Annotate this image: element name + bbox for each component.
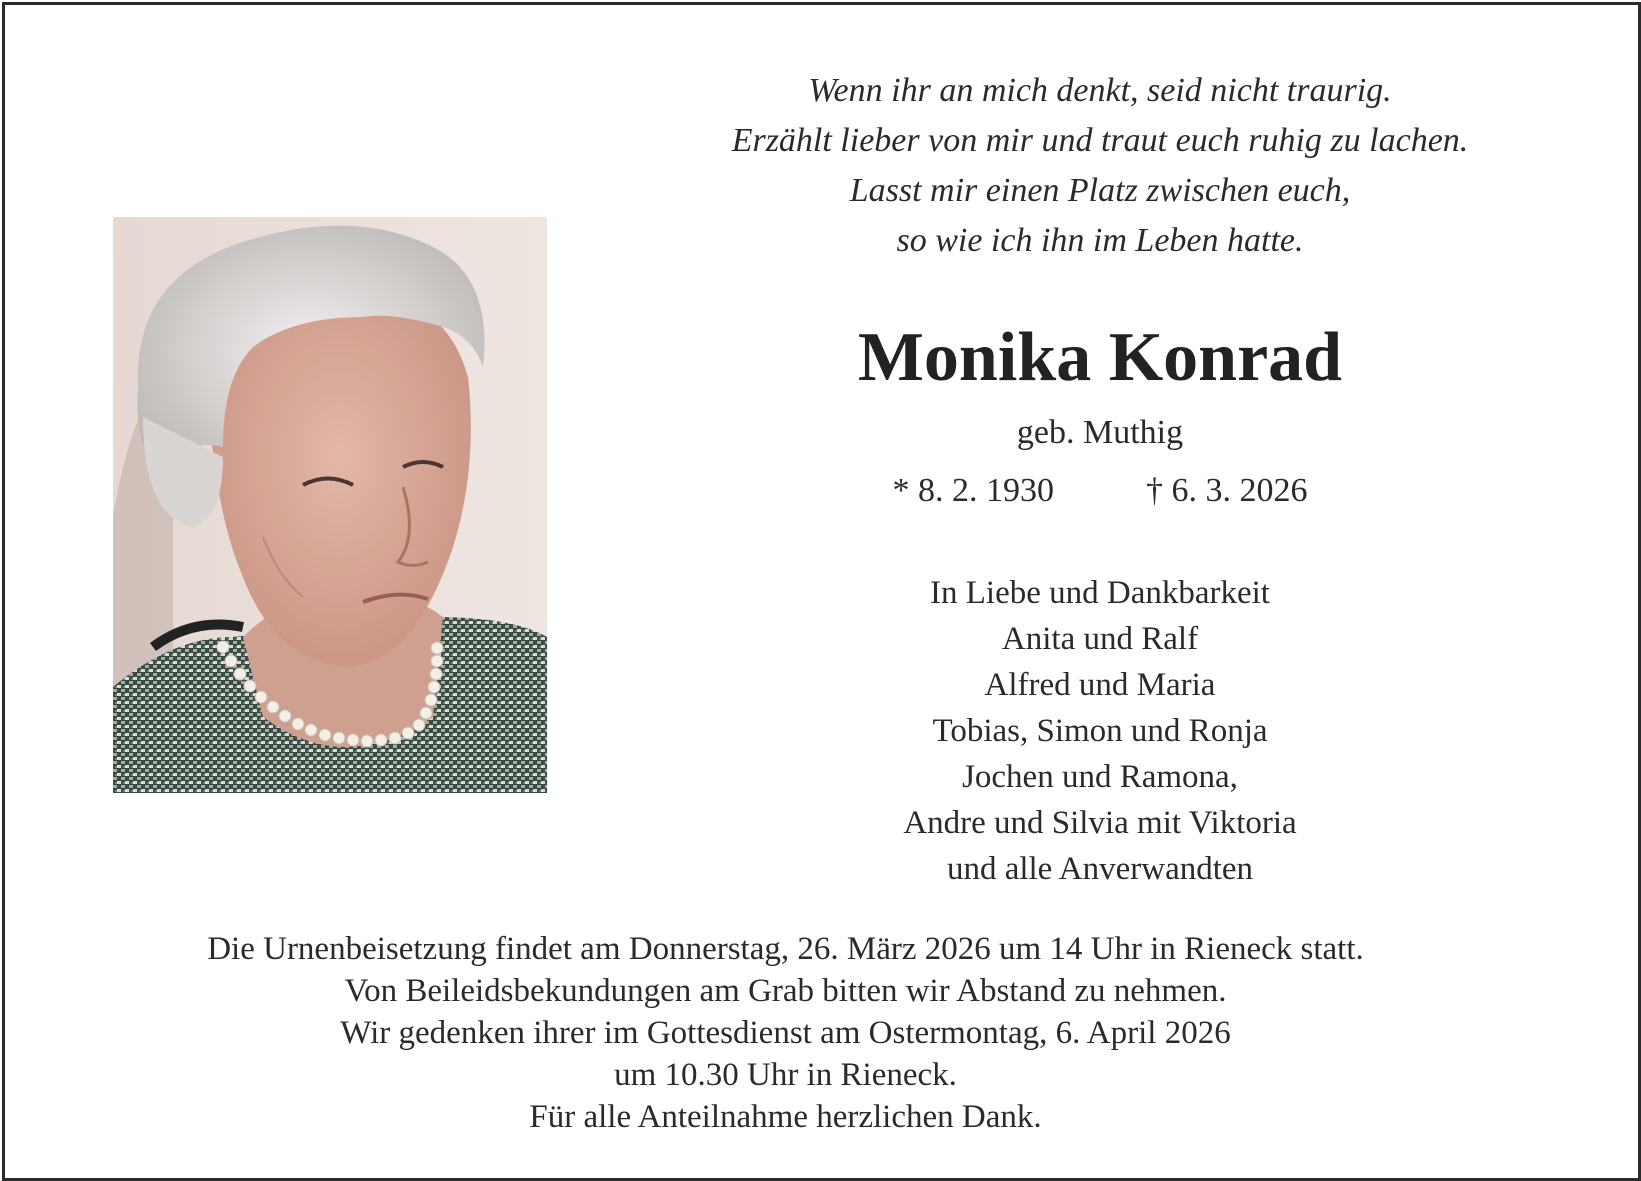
service-notice — [0, 928, 1641, 1138]
poem-line: Lasst mir einen Platz zwischen euch, — [849, 172, 1351, 209]
notice-line: Wir gedenken ihrer im Gottesdienst am Ostermontag, 6. April 2026 — [340, 1015, 1231, 1051]
notice-line: um 10.30 Uhr in Rieneck. — [614, 1057, 957, 1093]
poem-line: Wenn ihr an mich denkt, seid nicht traurig. — [808, 72, 1392, 109]
poem — [600, 66, 1600, 266]
notice-line: Von Beileidsbekundungen am Grab bitten wir Abstand zu nehmen. — [344, 973, 1227, 1009]
mourner-line: Andre und Silvia mit Viktoria — [903, 805, 1297, 841]
mourner-line: Alfred und Maria — [984, 667, 1216, 703]
deceased-name: Monika Konrad — [857, 319, 1343, 396]
mourner-line: Tobias, Simon und Ronja — [932, 713, 1268, 749]
poem-line: so wie ich ihn im Leben hatte. — [896, 222, 1304, 259]
birth-date: * 8. 2. 1930 — [892, 472, 1054, 509]
mourner-line: Anita und Ralf — [1001, 621, 1199, 657]
mourners-list — [600, 570, 1600, 892]
life-dates — [600, 468, 1600, 514]
birth-name: geb. Muthig — [1016, 414, 1184, 451]
mourner-line: und alle Anverwandten — [946, 851, 1254, 887]
notice-line: Für alle Anteilnahme herzlichen Dank. — [529, 1099, 1042, 1135]
mourner-line: In Liebe und Dankbarkeit — [930, 575, 1270, 611]
notice-line: Die Urnenbeisetzung findet am Donnerstag, 26. März 2026 um 14 Uhr in Rieneck statt. — [207, 931, 1364, 967]
mourner-line: Jochen und Ramona, — [962, 759, 1238, 795]
death-date: † 6. 3. 2026 — [1146, 472, 1308, 509]
poem-line: Erzählt lieber von mir und traut euch ruhig zu lachen. — [731, 122, 1469, 159]
portrait-photo — [113, 217, 547, 793]
